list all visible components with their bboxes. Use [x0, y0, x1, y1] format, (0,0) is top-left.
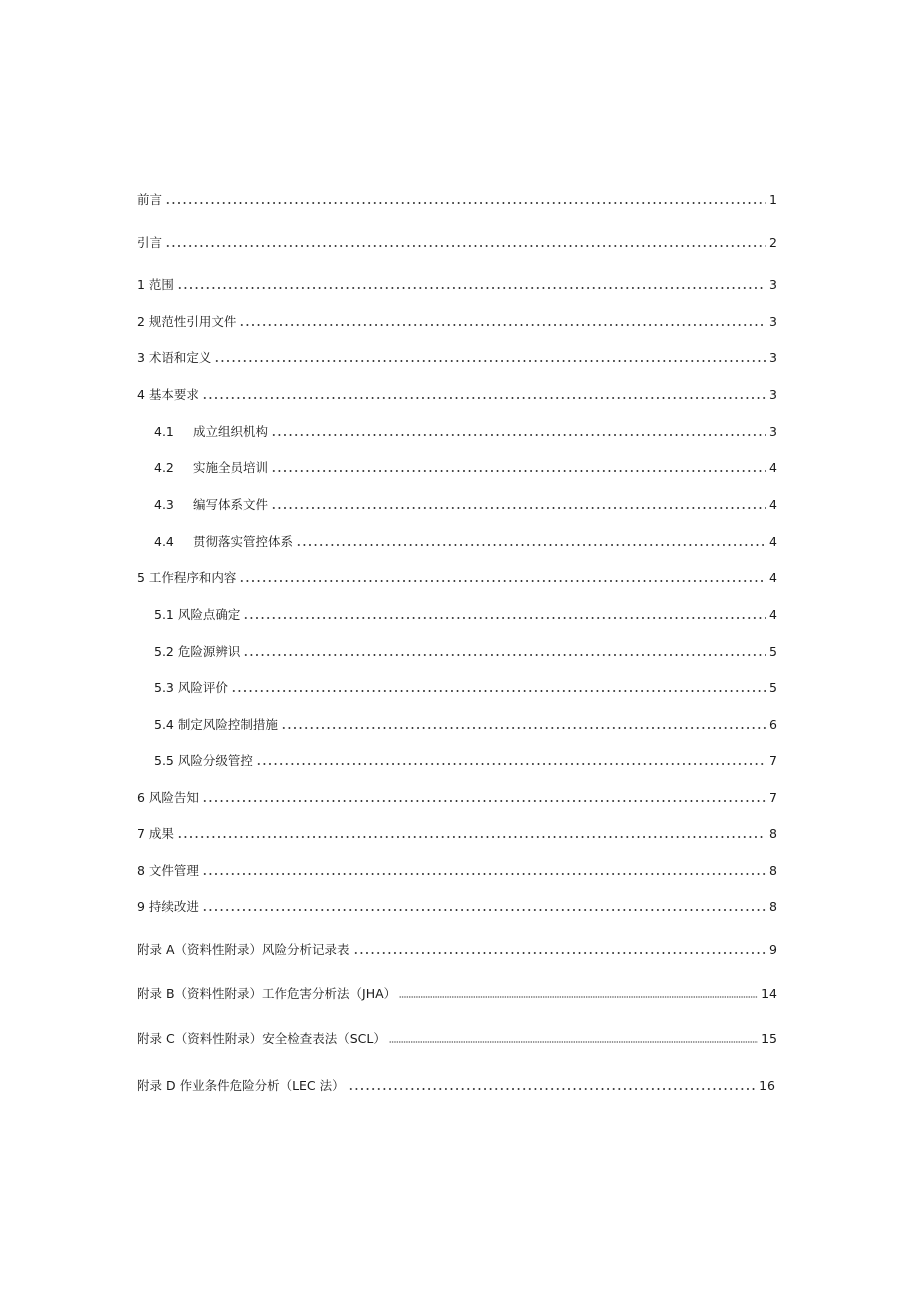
toc-entry[interactable] — [0, 420, 920, 442]
toc-dot-leader — [231, 681, 766, 693]
toc-entry-page-number: 16 — [759, 1077, 775, 1093]
toc-entry-label: 5.5 风险分级管控 — [154, 753, 253, 768]
toc-dot-leader — [348, 1079, 756, 1091]
toc-entry-page-number: 4 — [769, 606, 777, 622]
toc-entry[interactable] — [0, 530, 920, 552]
toc-dot-leader — [165, 193, 766, 205]
toc-entry-label: 引言 — [137, 235, 163, 250]
toc-dot-leader — [243, 608, 766, 620]
toc-entry-page-number: 9 — [769, 941, 777, 957]
toc-entry-page-number: 3 — [769, 276, 777, 292]
toc-entry-page-number: 3 — [769, 349, 777, 365]
toc-dot-leader — [214, 351, 766, 363]
toc-entry-label: 8 文件管理 — [137, 863, 199, 878]
toc-dot-leader — [177, 278, 766, 290]
toc-entry-number: 4.2 — [154, 459, 174, 475]
toc-entry-label: 成立组织机构 — [193, 424, 269, 439]
toc-entry[interactable] — [0, 1027, 920, 1049]
toc-entry[interactable] — [0, 603, 920, 625]
toc-entry[interactable] — [0, 749, 920, 771]
toc-entry-label: 编写体系文件 — [193, 497, 269, 512]
toc-entry-page-number: 5 — [769, 643, 777, 659]
toc-dot-leader — [243, 645, 766, 657]
toc-dot-leader — [389, 1032, 758, 1044]
toc-entry-label: 实施全员培训 — [193, 460, 269, 475]
toc-entry-page-number: 2 — [769, 234, 777, 250]
toc-entry[interactable] — [0, 982, 920, 1004]
toc-entry[interactable] — [0, 786, 920, 808]
toc-dot-leader — [353, 943, 767, 955]
toc-entry[interactable] — [0, 566, 920, 588]
toc-entry-page-number: 15 — [761, 1030, 777, 1046]
toc-entry[interactable] — [0, 1074, 920, 1096]
toc-entry[interactable] — [0, 859, 920, 881]
toc-entry-number: 4.1 — [154, 423, 174, 439]
toc-entry-page-number: 4 — [769, 569, 777, 585]
toc-entry-label: 附录 B（资料性附录）工作危害分析法（JHA） — [137, 986, 397, 1001]
toc-entry-label: 7 成果 — [137, 826, 174, 841]
toc-entry-label: 2 规范性引用文件 — [137, 314, 237, 329]
toc-entry[interactable] — [0, 383, 920, 405]
toc-dot-leader — [271, 498, 766, 510]
toc-entry-label: 1 范围 — [137, 277, 174, 292]
toc-entry[interactable] — [0, 188, 920, 210]
toc-entry[interactable] — [0, 456, 920, 478]
toc-entry[interactable] — [0, 346, 920, 368]
toc-entry-page-number: 5 — [769, 679, 777, 695]
toc-dot-leader — [271, 461, 766, 473]
toc-entry-page-number: 7 — [769, 752, 777, 768]
toc-entry[interactable] — [0, 640, 920, 662]
toc-dot-leader — [281, 718, 766, 730]
toc-entry-label: 5.3 风险评价 — [154, 680, 228, 695]
toc-entry-page-number: 4 — [769, 459, 777, 475]
toc-entry[interactable] — [0, 822, 920, 844]
toc-entry-number: 4.4 — [154, 533, 174, 549]
toc-entry-label: 附录 C（资料性附录）安全检查表法（SCL） — [137, 1031, 386, 1046]
toc-entry-page-number: 3 — [769, 423, 777, 439]
toc-entry-label: 4 基本要求 — [137, 387, 199, 402]
toc-entry-label: 3 术语和定义 — [137, 350, 212, 365]
toc-dot-leader — [399, 987, 758, 999]
toc-entry-label: 5.4 制定风险控制措施 — [154, 717, 278, 732]
toc-entry[interactable] — [0, 231, 920, 253]
toc-entry-label: 6 风险告知 — [137, 790, 199, 805]
toc-dot-leader — [177, 827, 766, 839]
toc-entry-page-number: 4 — [769, 496, 777, 512]
toc-entry-page-number: 7 — [769, 789, 777, 805]
toc-dot-leader — [165, 236, 766, 248]
toc-entry[interactable] — [0, 493, 920, 515]
toc-dot-leader — [271, 425, 766, 437]
toc-entry-label: 5.1 风险点确定 — [154, 607, 241, 622]
toc-entry[interactable] — [0, 310, 920, 332]
toc-entry-page-number: 14 — [761, 985, 777, 1001]
toc-entry[interactable] — [0, 938, 920, 960]
toc-entry-page-number: 4 — [769, 533, 777, 549]
toc-entry-label: 附录 D 作业条件危险分析（LEC 法） — [137, 1078, 345, 1093]
toc-entry-page-number: 1 — [769, 191, 777, 207]
toc-dot-leader — [296, 535, 766, 547]
toc-entry[interactable] — [0, 713, 920, 735]
toc-entry-label: 5 工作程序和内容 — [137, 570, 237, 585]
toc-entry-label: 9 持续改进 — [137, 899, 199, 914]
toc-entry-number: 4.3 — [154, 496, 174, 512]
toc-dot-leader — [202, 864, 766, 876]
toc-dot-leader — [239, 315, 766, 327]
toc-entry-page-number: 8 — [769, 862, 777, 878]
toc-dot-leader — [202, 900, 766, 912]
toc-dot-leader — [256, 754, 766, 766]
toc-entry-page-number: 6 — [769, 716, 777, 732]
toc-entry-page-number: 8 — [769, 898, 777, 914]
toc-entry-page-number: 3 — [769, 386, 777, 402]
toc-entry-label: 附录 A（资料性附录）风险分析记录表 — [137, 942, 350, 957]
toc-dot-leader — [202, 791, 766, 803]
toc-entry-page-number: 3 — [769, 313, 777, 329]
toc-entry[interactable] — [0, 273, 920, 295]
toc-dot-leader — [239, 571, 766, 583]
toc-entry-label: 前言 — [137, 192, 163, 207]
toc-entry-label: 5.2 危险源辨识 — [154, 644, 241, 659]
toc-entry-page-number: 8 — [769, 825, 777, 841]
toc-dot-leader — [202, 388, 766, 400]
toc-entry-label: 贯彻落实管控体系 — [193, 534, 294, 549]
toc-entry[interactable] — [0, 895, 920, 917]
toc-entry[interactable] — [0, 676, 920, 698]
